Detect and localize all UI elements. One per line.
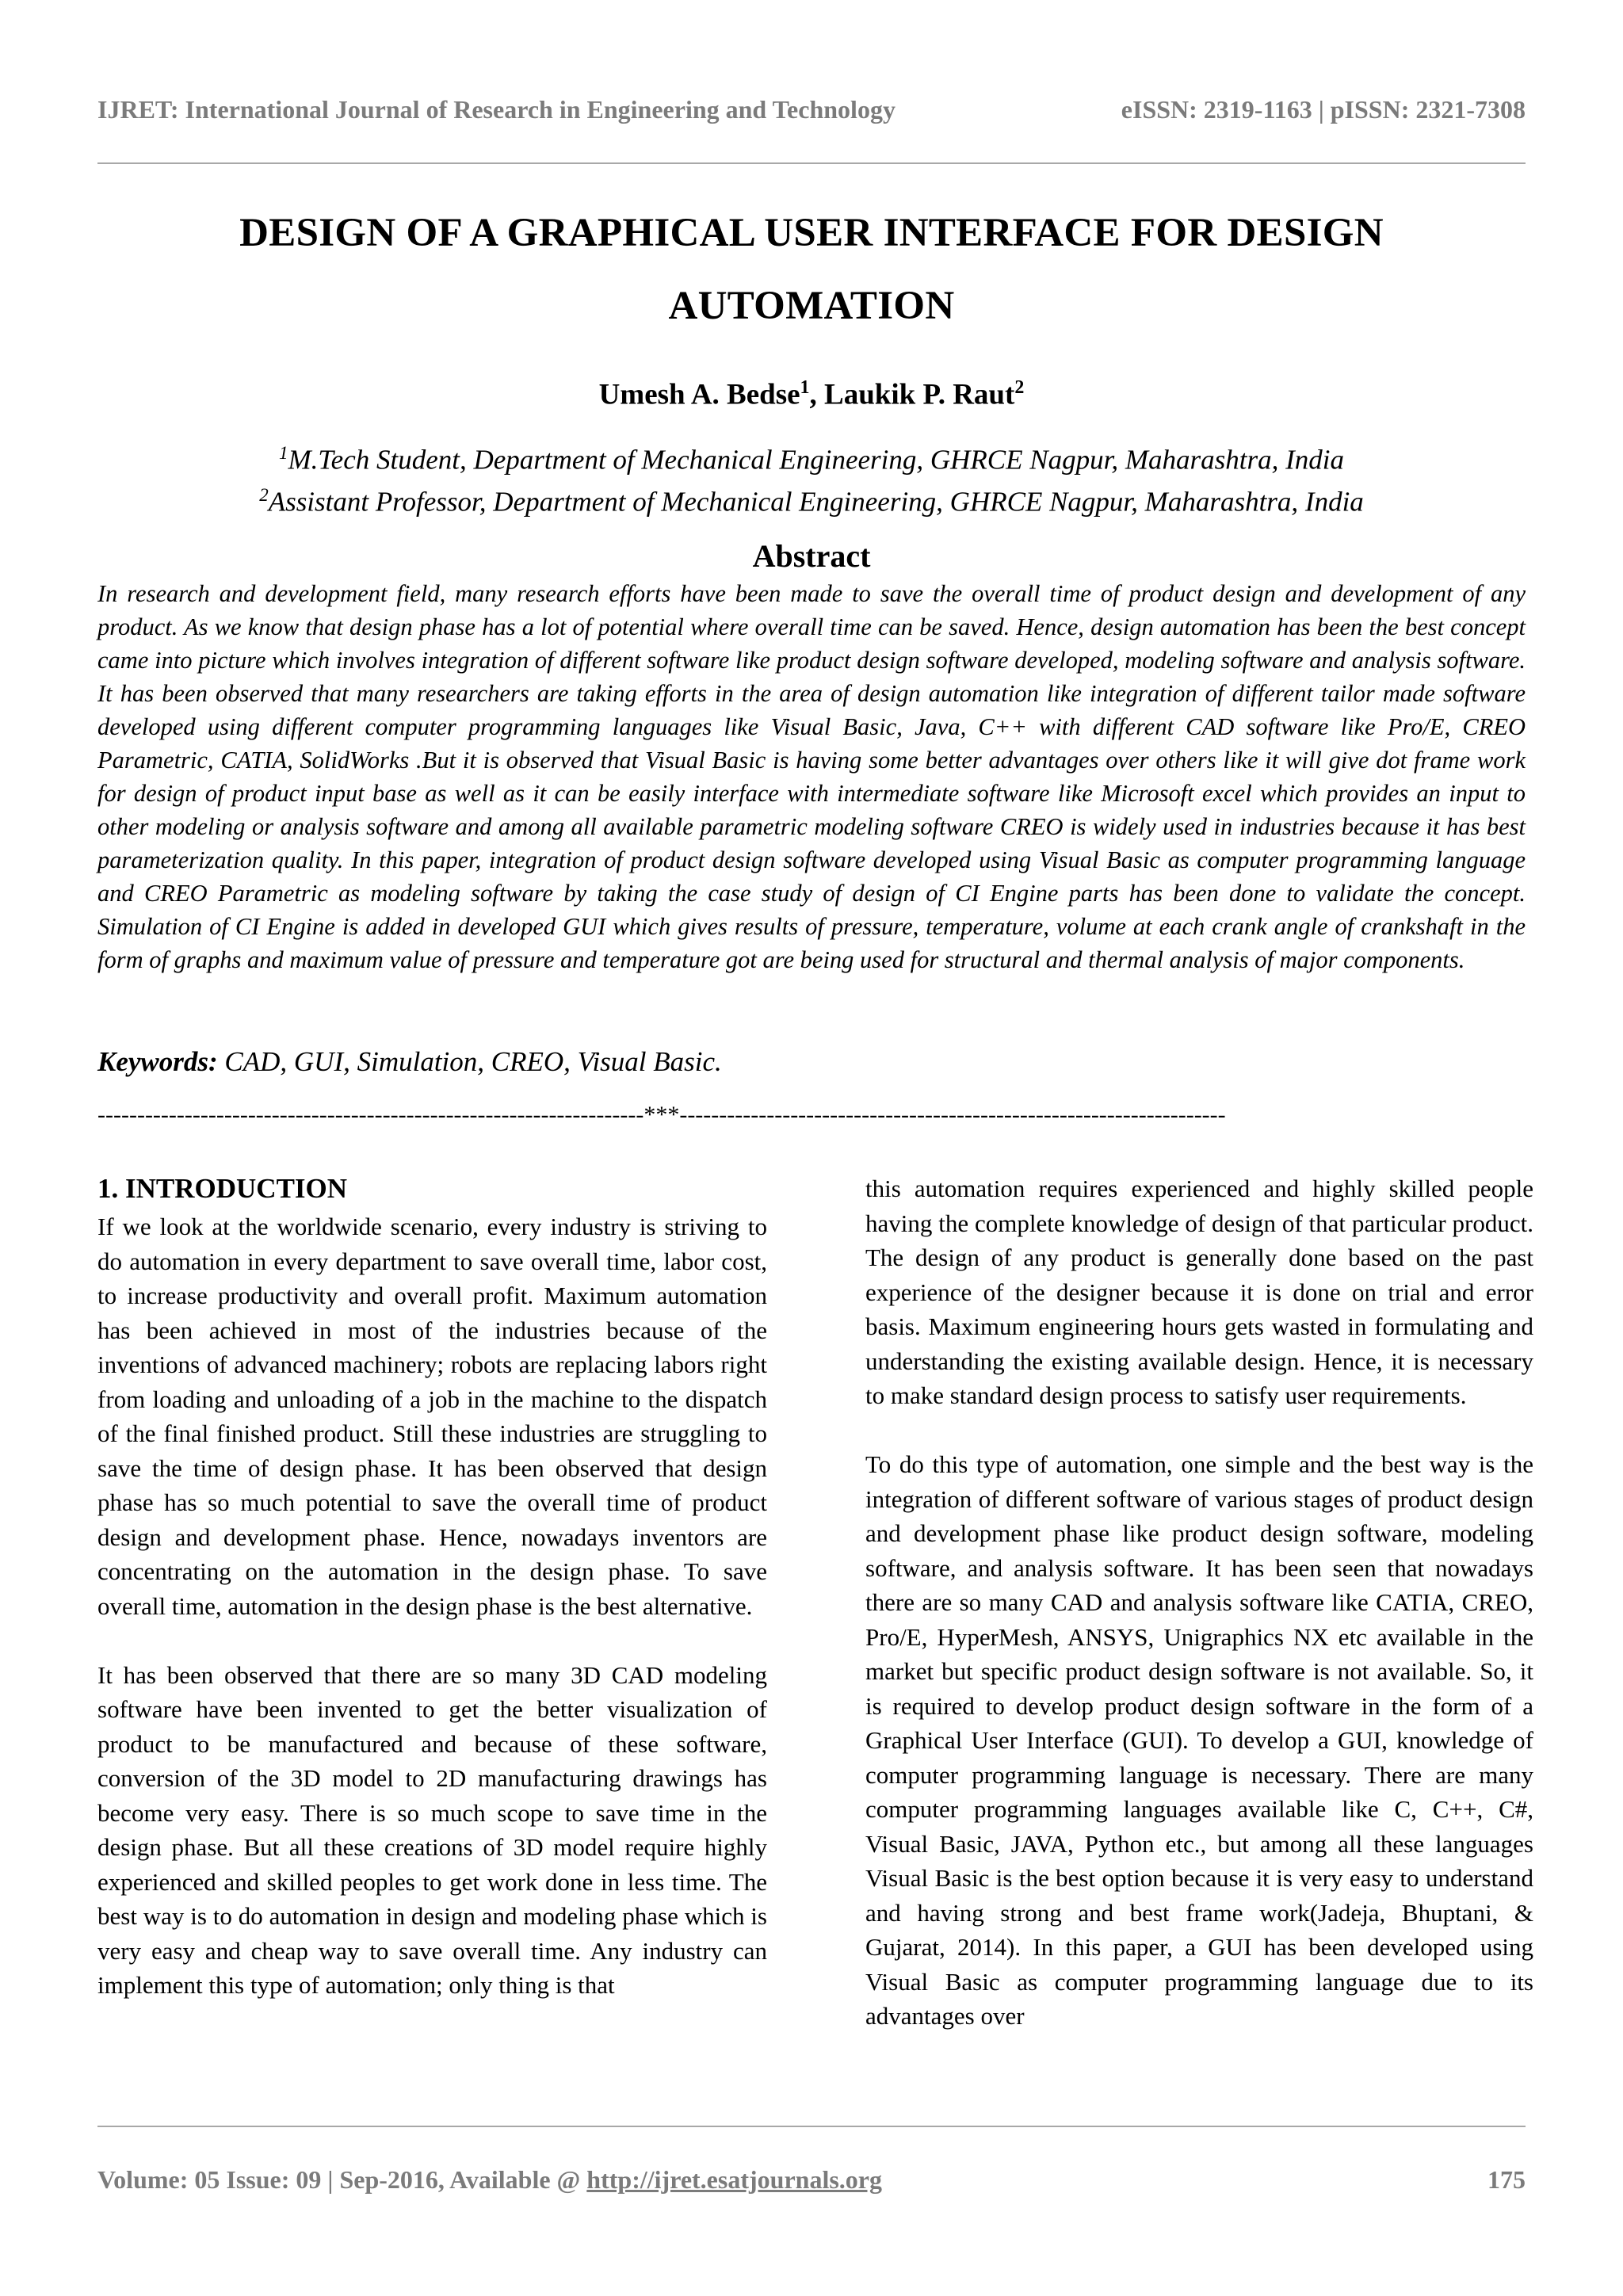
paragraph: If we look at the worldwide scenario, every industry is striving to do automation in every department to save overall time, labor cost, to increase productivity and overall profit. Maximum automation has been achieved in most of the industries because of the inventions of advanced machinery; robots are replacing labors right from loading and unloading of a job in the machine to the dispatch of the final finished product. Still these industries are struggling to save the time of design phase. It has been observed that design phase has so much potential to save the overall time of product design and development phase. Hence, nowadays inventors are concentrating on the automation in the design phase. To save overall time, automation in the design phase is the best alternative. — [97, 1213, 767, 1620]
section-heading: 1. INTRODUCTION — [97, 1173, 348, 1204]
journal-name: IJRET: International Journal of Research in Engineering and Technology — [97, 95, 896, 124]
affiliation-2-text: Assistant Professor, Department of Mechanical Engineering, GHRCE Nagpur, Maharashtra, India — [268, 486, 1364, 518]
paragraph: To do this type of automation, one simple and the best way is the integration of different software of various stages of product design and development phase like product design software, modeling software, and analysis software. It has been seen that nowadays there are so many CAD and analysis software like CATIA, CREO, Pro/E, HyperMesh, ANSYS, Unigraphics NX etc available in the market but specific product design software is not available. So, it is required to develop product design software in the form of a Graphical User Interface (GUI). To develop a GUI, knowledge of computer programming language is necessary. There are many computer programming languages available like C, C++, C#, Visual Basic, JAVA, Python etc., but among all these languages Visual Basic is the best option because it is very easy to understand and having strong and best frame work(Jadeja, Bhuptani, & Gujarat, 2014). In this paper, a GUI has been developed using Visual Basic as computer programming language due to its advantages over — [865, 1450, 1533, 2030]
header-rule — [97, 162, 1526, 164]
affiliation-2 — [0, 478, 1623, 520]
right-column — [865, 1171, 1533, 2068]
affiliation-1-text: M.Tech Student, Department of Mechanical Engineering, GHRCE Nagpur, Maharashtra, India — [288, 444, 1344, 476]
author-1-sup: 1 — [800, 377, 810, 398]
keywords-text: CAD, GUI, Simulation, CREO, Visual Basic. — [217, 1046, 722, 1077]
author-separator: , — [809, 378, 825, 411]
abstract-text: In research and development field, many research efforts have been made to save the overall time of product design and development of any product. As we know that design phase has a lot of potential where overall time can be saved. Hence, design automation has been the best concept came into picture which involves integration of different software like product design software developed, modeling software and analysis software. It has been observed that many researchers are taking efforts in the area of design automation like integration of different tailor made software developed using different computer programming languages like Visual Basic, Java, C++ with different CAD software like Pro/E, CREO Parametric, CATIA, SolidWorks .But it is observed that Visual Basic is having some better advantages over others like it will give dot frame work for design of product input base as well as it can be easily interface with intermediate software like Microsoft excel which provides an input to other modeling or analysis software and among all available parametric modeling software CREO is widely used in industries because it has best parameterization quality. In this paper, integration of product design software developed using Visual Basic as computer programming language and CREO Parametric as modeling software by taking the case study of design of CI Engine parts has been done to validate the concept. Simulation of CI Engine is added in developed GUI which gives results of pressure, temperature, volume at each crank angle of crankshaft in the form of graphs and maximum value of pressure and temperature got are being used for structural and thermal analysis of major components. — [97, 580, 1526, 973]
title-line-1: DESIGN OF A GRAPHICAL USER INTERFACE FOR DESIGN — [239, 211, 1384, 255]
issn: eISSN: 2319-1163 | pISSN: 2321-7308 — [1121, 95, 1526, 124]
paragraph: this automation requires experienced and highly skilled people having the complete knowledge of design of that particular product. The design of any product is generally done based on the past experience of the designer because it is done on trial and error basis. Maximum engineering hours gets wasted in formulating and understanding the existing available design. Hence, it is necessary to make standard design process to satisfy user requirements. — [865, 1175, 1533, 1409]
footer-volume — [97, 2165, 882, 2195]
footer-volume-text: Volume: 05 Issue: 09 | Sep-2016, Available @ — [97, 2165, 587, 2194]
affiliation-2-sup: 2 — [259, 484, 269, 505]
keywords — [97, 1046, 1526, 1078]
affiliation-1 — [0, 436, 1623, 478]
journal-link[interactable]: http://ijret.esatjournals.org — [586, 2165, 882, 2194]
author-2: Laukik P. Raut — [824, 378, 1015, 411]
affiliations — [0, 436, 1623, 519]
paragraph: It has been observed that there are so many 3D CAD modeling software have been invented to get the better visualization of product to be manufactured and because of these software, conversion of the 3D model to 2D manufacturing drawings has become very easy. There is so much scope to save time in the design phase. But all these creations of 3D model require highly experienced and skilled peoples to get work done in less time. The best way is to do automation in design and modeling phase which is very easy and cheap way to save overall time. Any industry can implement this type of automation; only thing is that — [97, 1660, 767, 1999]
paper-title — [158, 197, 1465, 342]
footer-rule — [97, 2126, 1526, 2127]
abstract-heading: Abstract — [752, 538, 871, 574]
authors — [0, 377, 1623, 411]
section-divider: ---------------------------------------------------------------------***--------------------------------------------------------------------- — [97, 1102, 1226, 1128]
keywords-label: Keywords: — [97, 1046, 218, 1077]
running-header — [97, 95, 1526, 124]
author-2-sup: 2 — [1014, 377, 1025, 398]
left-column — [97, 1171, 767, 2037]
title-line-2: AUTOMATION — [668, 284, 955, 328]
author-1: Umesh A. Bedse — [598, 378, 800, 411]
page-number: 175 — [1487, 2165, 1526, 2194]
affiliation-1-sup: 1 — [279, 443, 288, 463]
running-footer — [97, 2165, 1526, 2195]
